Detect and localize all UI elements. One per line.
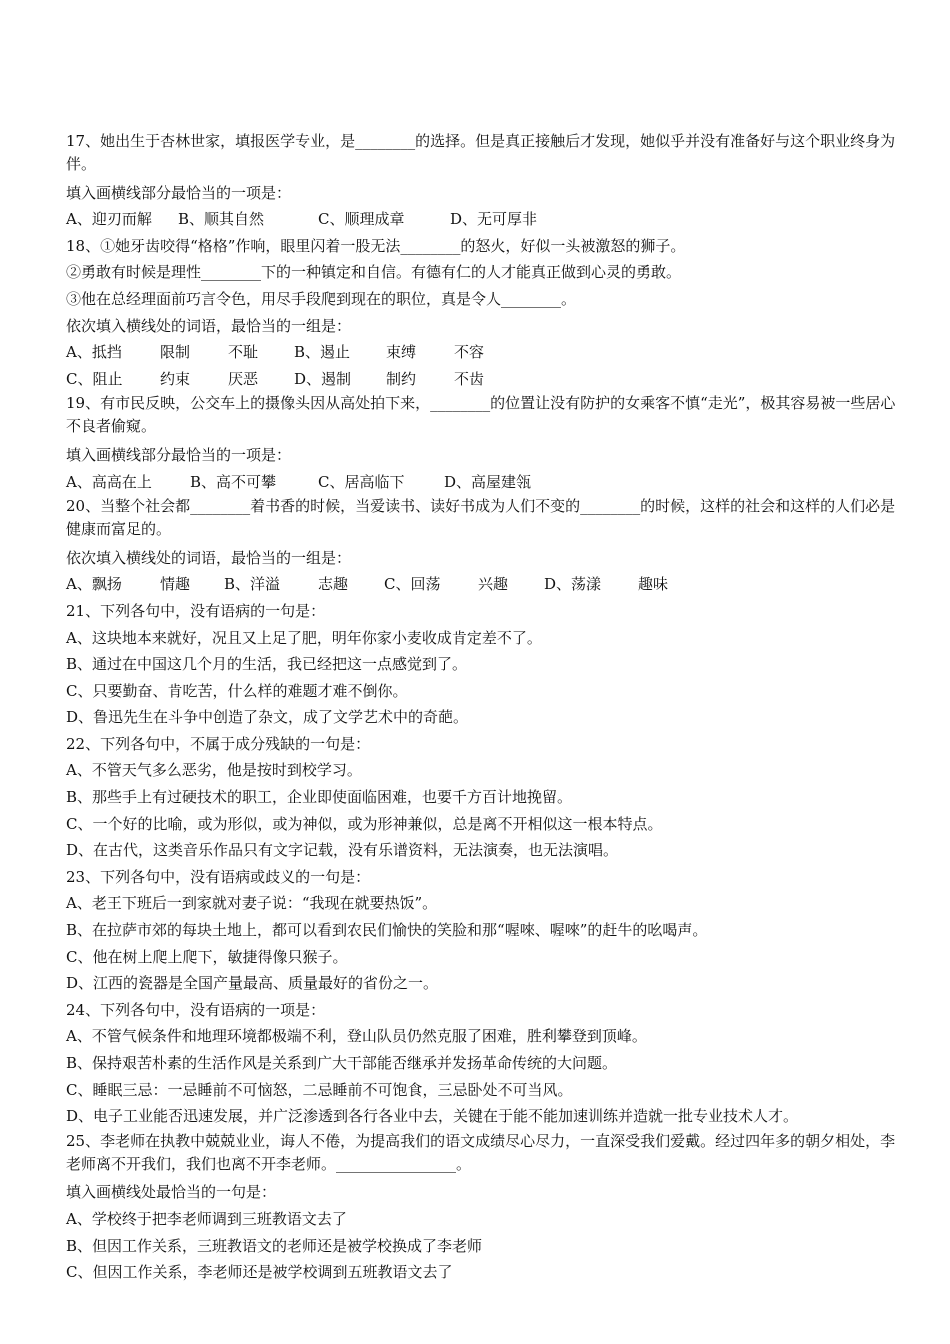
q18-option-a-word-2: 限制 — [160, 343, 191, 362]
q21-option-a: A、这块地本来就好，况且又上足了肥，明年你家小麦收成肯定差不了。 — [66, 628, 542, 647]
q24-option-d: D、电子工业能否迅速发展，并广泛渗透到各行各业中去，关键在于能不能加速训练并造就一批专业技术人才。 — [66, 1107, 799, 1126]
q23-option-a: A、老王下班后一到家就对妻子说：“我现在就要热饭”。 — [66, 894, 438, 913]
q20-option-d-word-2: 趣味 — [638, 575, 669, 594]
q17-option-d: D、无可厚非 — [450, 210, 538, 229]
document-page — [66, 130, 896, 1286]
q18-sentence-3: ③他在总经理面前巧言令色，用尽手段爬到现在的职位，真是令人________。 — [66, 289, 577, 308]
q23-option-c: C、他在树上爬上爬下，敏捷得像只猴子。 — [66, 947, 348, 966]
q22-stem: 22、下列各句中，不属于成分残缺的一句是： — [66, 734, 371, 753]
q18-sentence-1: 18、①她牙齿咬得“格格”作响，眼里闪着一股无法________的怒火，好似一头被激怒的狮子。 — [66, 236, 686, 255]
q18-options-row-2 — [66, 366, 896, 393]
q18-option-a: A、抵挡 — [66, 343, 122, 362]
q18-option-d-word-3: 不齿 — [454, 369, 485, 388]
q21-option-c: C、只要勤奋、肯吃苦，什么样的难题才难不倒你。 — [66, 681, 408, 700]
q17-options — [66, 206, 896, 233]
q20-option-b: B、洋溢 — [224, 575, 281, 594]
q25-option-a: A、学校终于把李老师调到三班教语文去了 — [66, 1209, 347, 1228]
q25-option-c: C、但因工作关系，李老师还是被学校调到五班教语文去了 — [66, 1263, 453, 1282]
q23-stem: 23、下列各句中，没有语病或歧义的一句是： — [66, 867, 371, 886]
q25-stem: 25、李老师在执教中兢兢业业，诲人不倦，为提高我们的语文成绩尽心尽力，一直深受我们爱戴。经过四年多的朝夕相处，李老师离不开我们，我们也离不开李老师。________________。 — [66, 1131, 896, 1173]
q17-option-c: C、顺理成章 — [318, 210, 405, 229]
q20-option-a: A、飘扬 — [66, 575, 122, 594]
q18-option-b-word-3: 不容 — [454, 343, 485, 362]
q22-option-b: B、那些手上有过硬技术的职工，企业即使面临困难，也要千方百计地挽留。 — [66, 788, 573, 807]
q17-prompt: 填入画横线部分最恰当的一项是： — [66, 183, 292, 202]
q24-stem: 24、下列各句中，没有语病的一项是： — [66, 1000, 326, 1019]
q23-option-d: D、江西的瓷器是全国产量最高、质量最好的省份之一。 — [66, 974, 439, 993]
q18-prompt: 依次填入横线处的词语，最恰当的一组是： — [66, 316, 352, 335]
q19-options — [66, 469, 896, 496]
q18-sentence-2: ②勇敢有时候是理性________下的一种镇定和自信。有德有仁的人才能真正做到心灵的勇敢。 — [66, 263, 682, 282]
q18-option-b: B、遏止 — [294, 343, 351, 362]
q20-stem: 20、当整个社会都________着书香的时候，当爱读书、读好书成为人们不变的________的时候，这样的社会和这样的人们必是健康而富足的。 — [66, 497, 896, 539]
q25-option-b: B、但因工作关系，三班教语文的老师还是被学校换成了李老师 — [66, 1236, 483, 1255]
q17-option-a: A、迎刃而解 — [66, 210, 152, 229]
q23-option-b: B、在拉萨市郊的每块土地上，都可以看到农民们愉快的笑脸和那“喔唻、喔唻”的赶牛的吆喝声。 — [66, 921, 708, 940]
q19-stem: 19、有市民反映，公交车上的摄像头因从高处拍下来，________的位置让没有防护的女乘客不慎“走光”，极其容易被一些居心不良者偷窥。 — [66, 394, 896, 436]
q21-option-d: D、鲁迅先生在斗争中创造了杂文，成了文学艺术中的奇葩。 — [66, 708, 469, 727]
q19-option-a: A、高高在上 — [66, 472, 152, 491]
q22-option-c: C、一个好的比喻，或为形似，或为神似，或为形神兼似，总是离不开相似这一根本特点。 — [66, 814, 663, 833]
q21-option-b: B、通过在中国这几个月的生活，我已经把这一点感觉到了。 — [66, 655, 468, 674]
q20-option-c-word-2: 兴趣 — [478, 575, 509, 594]
q24-option-b: B、保持艰苦朴素的生活作风是关系到广大干部能否继承并发扬革命传统的大问题。 — [66, 1054, 618, 1072]
q20-option-d: D、荡漾 — [544, 575, 602, 594]
q18-option-c-word-2: 约束 — [160, 369, 191, 388]
q22-option-a: A、不管天气多么恶劣，他是按时到校学习。 — [66, 761, 362, 780]
q18-option-d-word-2: 制约 — [386, 369, 417, 388]
q17-option-b: B、顺其自然 — [178, 210, 265, 229]
q20-option-c: C、回荡 — [384, 575, 441, 594]
q20-prompt: 依次填入横线处的词语，最恰当的一组是： — [66, 548, 352, 567]
q22-option-d: D、在古代，这类音乐作品只有文字记载，没有乐谱资料，无法演奏，也无法演唱。 — [66, 841, 619, 860]
q18-option-c-word-3: 厌恶 — [228, 369, 259, 388]
q24-option-c: C、睡眠三忌：一忌睡前不可恼怒，二忌睡前不可饱食，三忌卧处不可当风。 — [66, 1080, 573, 1099]
q18-option-b-word-2: 束缚 — [386, 343, 417, 362]
q19-option-d: D、高屋建瓴 — [444, 472, 532, 491]
q20-option-b-word-2: 志趣 — [318, 575, 349, 594]
q18-options-row-1 — [66, 339, 896, 366]
q25-prompt: 填入画横线处最恰当的一句是： — [66, 1183, 277, 1202]
q19-option-c: C、居高临下 — [318, 472, 405, 491]
q19-prompt: 填入画横线部分最恰当的一项是： — [66, 445, 292, 464]
q18-option-d: D、遏制 — [294, 369, 352, 388]
q18-option-c: C、阻止 — [66, 369, 123, 388]
q21-stem: 21、下列各句中，没有语病的一句是： — [66, 601, 326, 620]
q20-option-a-word-2: 情趣 — [160, 575, 191, 594]
q19-option-b: B、高不可攀 — [190, 472, 277, 491]
q24-option-a: A、不管气候条件和地理环境都极端不利，登山队员仍然克服了困难，胜利攀登到顶峰。 — [66, 1027, 647, 1046]
q18-option-a-word-3: 不耻 — [228, 343, 259, 362]
q20-options — [66, 571, 896, 598]
q17-stem: 17、她出生于杏林世家，填报医学专业，是________的选择。但是真正接触后才发现，她似乎并没有准备好与这个职业终身为伴。 — [66, 132, 896, 173]
